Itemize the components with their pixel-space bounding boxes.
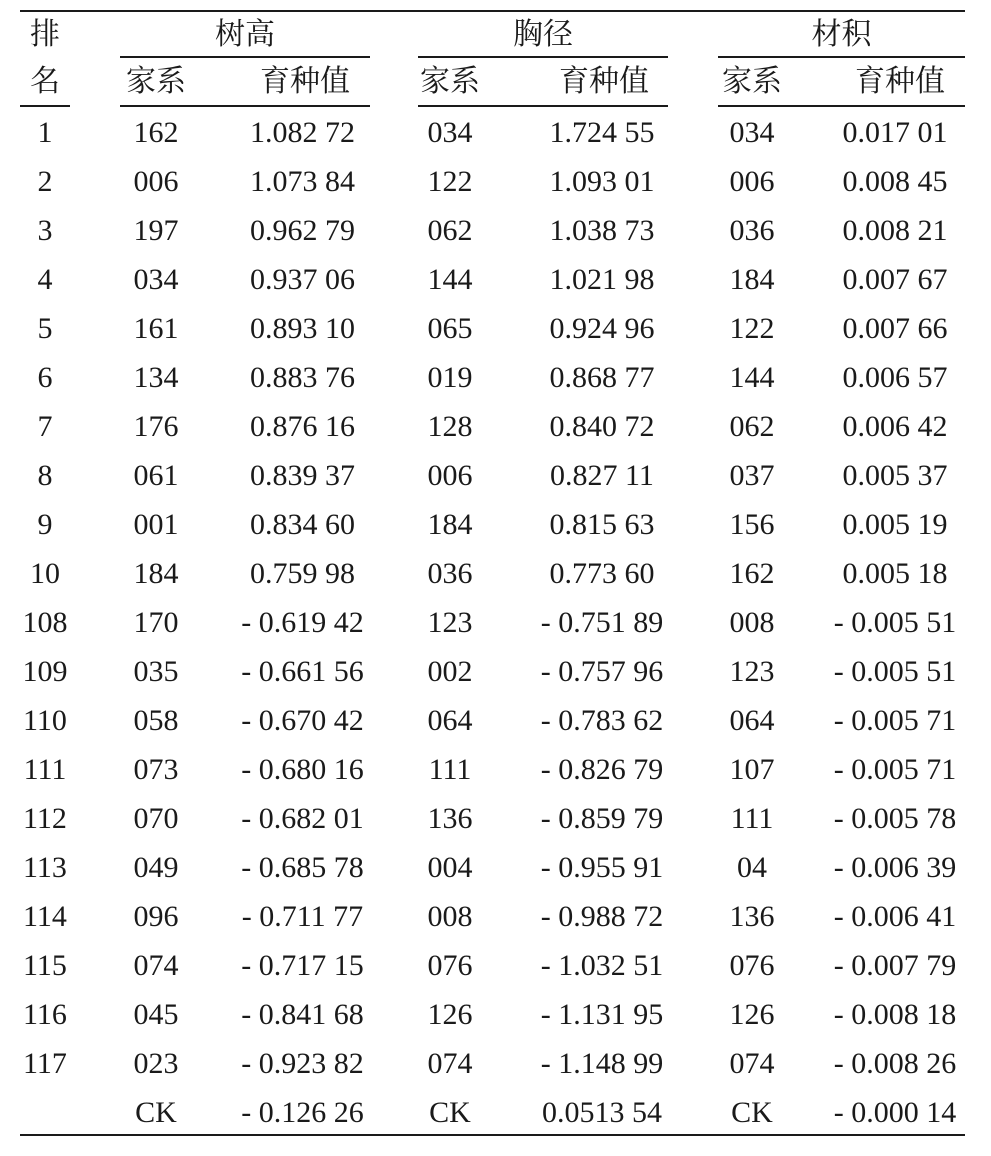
diameter-family-cell: 036: [427, 557, 473, 590]
diameter-family-cell: 074: [427, 1047, 473, 1080]
rank-cell: 116: [23, 998, 67, 1031]
volume-value-cell: - 0.000 14: [833, 1096, 957, 1129]
volume-value-cell: 0.008 45: [842, 165, 948, 198]
diameter-family-cell: CK: [429, 1096, 471, 1129]
diameter-family-cell: 002: [427, 655, 473, 688]
rank-cell: 10: [30, 557, 60, 590]
volume-value-cell: 0.005 19: [842, 508, 948, 541]
volume-value-header: 育种值: [855, 65, 945, 98]
volume-value-cell: - 0.005 71: [833, 753, 957, 786]
height-value-cell: 1.082 72: [250, 116, 355, 149]
rank-cell: 2: [37, 165, 53, 198]
height-value-cell: - 0.682 01: [241, 802, 364, 835]
volume-value-cell: 0.005 37: [842, 459, 948, 492]
diameter-value-cell: 1.038 73: [549, 214, 655, 247]
group-underline-volume: [718, 56, 965, 58]
rank-cell: 9: [37, 508, 53, 541]
volume-family-cell: 162: [729, 557, 775, 590]
height-family-cell: 045: [133, 998, 179, 1031]
height-family-cell: 070: [133, 802, 179, 835]
group-header-diameter: 胸径: [513, 18, 573, 51]
height-family-cell: 006: [133, 165, 179, 198]
diameter-family-cell: 184: [427, 508, 473, 541]
height-value-cell: - 0.619 42: [241, 606, 364, 639]
rank-cell: 7: [37, 410, 53, 443]
height-family-cell: 001: [133, 508, 179, 541]
diameter-value-cell: 1.724 55: [549, 116, 655, 149]
volume-family-cell: 037: [729, 459, 775, 492]
diameter-value-cell: 1.021 98: [549, 263, 655, 296]
height-family-cell: 134: [133, 361, 179, 394]
rank-cell: 1: [37, 116, 53, 149]
volume-value-cell: - 0.005 71: [833, 704, 957, 737]
diameter-family-cell: 004: [427, 851, 473, 884]
volume-family-cell: 062: [729, 410, 775, 443]
volume-family-header: 家系: [722, 65, 782, 98]
volume-value-cell: 0.017 01: [842, 116, 948, 149]
volume-value-cell: - 0.005 51: [833, 606, 957, 639]
diameter-family-cell: 123: [427, 606, 473, 639]
height-value-cell: 0.834 60: [250, 508, 355, 541]
group-underline-height: [120, 56, 370, 58]
volume-value-cell: - 0.006 39: [833, 851, 957, 884]
volume-family-cell: 036: [729, 214, 775, 247]
height-value-cell: 0.962 79: [250, 214, 355, 247]
volume-value-cell: - 0.008 26: [833, 1047, 957, 1080]
height-family-cell: 023: [133, 1047, 179, 1080]
volume-value-cell: 0.005 18: [842, 557, 948, 590]
volume-value-cell: - 0.008 18: [833, 998, 957, 1031]
rank-cell: 117: [23, 1047, 67, 1080]
height-value-cell: - 0.717 15: [241, 949, 364, 982]
rank-cell: 111: [23, 753, 67, 786]
diameter-family-cell: 065: [427, 312, 473, 345]
rank-cell: 114: [23, 900, 67, 933]
height-value-cell: - 0.680 16: [241, 753, 364, 786]
height-family-cell: 162: [133, 116, 179, 149]
rank-cell: 5: [37, 312, 53, 345]
diameter-family-cell: 128: [427, 410, 473, 443]
volume-value-cell: 0.008 21: [842, 214, 948, 247]
diameter-value-cell: - 0.859 79: [540, 802, 664, 835]
diameter-value-cell: 0.815 63: [549, 508, 655, 541]
diameter-family-cell: 126: [427, 998, 473, 1031]
rank-cell: 108: [22, 606, 68, 639]
rank-cell: 112: [23, 802, 67, 835]
volume-value-cell: 0.007 67: [842, 263, 948, 296]
height-family-cell: 035: [133, 655, 179, 688]
height-value-cell: 0.893 10: [250, 312, 355, 345]
diameter-value-cell: - 0.751 89: [540, 606, 664, 639]
height-family-cell: 161: [133, 312, 179, 345]
height-value-cell: - 0.670 42: [241, 704, 364, 737]
volume-family-cell: 136: [729, 900, 775, 933]
height-family-cell: 197: [133, 214, 179, 247]
rank-cell: 115: [23, 949, 67, 982]
height-family-cell: 073: [133, 753, 179, 786]
rank-cell: 6: [37, 361, 53, 394]
diameter-value-cell: - 0.783 62: [540, 704, 664, 737]
rank-cell: 3: [37, 214, 53, 247]
height-value-cell: 0.839 37: [250, 459, 355, 492]
diameter-value-cell: 0.868 77: [549, 361, 655, 394]
group-underline-diameter: [418, 56, 668, 58]
volume-family-cell: 034: [729, 116, 775, 149]
diameter-family-cell: 062: [427, 214, 473, 247]
height-family-cell: 184: [133, 557, 179, 590]
volume-value-cell: - 0.005 78: [833, 802, 957, 835]
rank-cell: 8: [37, 459, 53, 492]
diameter-value-cell: - 1.148 99: [540, 1047, 664, 1080]
volume-value-cell: - 0.005 51: [833, 655, 957, 688]
volume-family-cell: 076: [729, 949, 775, 982]
diameter-value-cell: 0.827 11: [550, 459, 654, 492]
height-family-cell: 061: [133, 459, 179, 492]
diameter-family-cell: 122: [427, 165, 473, 198]
height-family-cell: CK: [135, 1096, 177, 1129]
diameter-family-header: 家系: [420, 65, 480, 98]
rank-cell: [20, 1088, 70, 1137]
volume-family-cell: 111: [730, 802, 774, 835]
volume-family-cell: 123: [729, 655, 775, 688]
rank-cell: 110: [23, 704, 67, 737]
diameter-family-cell: 076: [427, 949, 473, 982]
volume-family-cell: 008: [729, 606, 775, 639]
diameter-family-cell: 034: [427, 116, 473, 149]
height-value-cell: - 0.711 77: [241, 900, 364, 933]
diameter-family-cell: 111: [428, 753, 472, 786]
diameter-value-cell: 0.840 72: [549, 410, 655, 443]
volume-family-cell: CK: [731, 1096, 773, 1129]
rank-cell: 109: [22, 655, 68, 688]
height-value-cell: - 0.923 82: [241, 1047, 364, 1080]
height-family-cell: 074: [133, 949, 179, 982]
height-value-cell: - 0.661 56: [241, 655, 364, 688]
height-value-cell: - 0.685 78: [241, 851, 364, 884]
diameter-value-cell: 0.0513 54: [542, 1096, 662, 1129]
diameter-family-cell: 064: [427, 704, 473, 737]
diameter-value-cell: 0.773 60: [549, 557, 655, 590]
rank-header-underline: [20, 105, 70, 107]
height-value-cell: 0.759 98: [250, 557, 355, 590]
volume-value-cell: - 0.007 79: [833, 949, 957, 982]
rank-header-bottom: 名: [30, 65, 60, 98]
volume-family-cell: 144: [729, 361, 775, 394]
volume-value-cell: 0.006 42: [842, 410, 948, 443]
volume-family-cell: 107: [729, 753, 775, 786]
height-family-header: 家系: [126, 65, 186, 98]
diameter-value-header: 育种值: [559, 65, 649, 98]
height-family-cell: 034: [133, 263, 179, 296]
volume-family-cell: 064: [729, 704, 775, 737]
volume-family-cell: 184: [729, 263, 775, 296]
rank-cell: 113: [23, 851, 67, 884]
diameter-header-underline: [418, 105, 668, 107]
diameter-value-cell: 1.093 01: [549, 165, 655, 198]
height-value-cell: - 0.126 26: [241, 1096, 364, 1129]
diameter-value-cell: - 0.757 96: [540, 655, 664, 688]
volume-value-cell: 0.007 66: [842, 312, 948, 345]
volume-family-cell: 122: [729, 312, 775, 345]
volume-family-cell: 04: [737, 851, 767, 884]
diameter-value-cell: - 1.131 95: [540, 998, 664, 1031]
volume-family-cell: 074: [729, 1047, 775, 1080]
height-family-cell: 058: [133, 704, 179, 737]
diameter-family-cell: 144: [427, 263, 473, 296]
bottom-rule: [20, 1134, 965, 1136]
height-value-header: 育种值: [260, 65, 350, 98]
height-value-cell: 0.937 06: [250, 263, 355, 296]
volume-header-underline: [718, 105, 965, 107]
volume-family-cell: 156: [729, 508, 775, 541]
height-family-cell: 170: [133, 606, 179, 639]
diameter-family-cell: 019: [427, 361, 473, 394]
height-value-cell: 0.883 76: [250, 361, 355, 394]
height-value-cell: 0.876 16: [250, 410, 355, 443]
diameter-value-cell: - 0.988 72: [540, 900, 664, 933]
rank-cell: 4: [37, 263, 53, 296]
volume-family-cell: 006: [729, 165, 775, 198]
height-family-cell: 096: [133, 900, 179, 933]
diameter-family-cell: 008: [427, 900, 473, 933]
height-value-cell: 1.073 84: [250, 165, 355, 198]
height-value-cell: - 0.841 68: [241, 998, 364, 1031]
diameter-value-cell: - 0.955 91: [540, 851, 664, 884]
height-header-underline: [120, 105, 370, 107]
rank-header-top: 排: [30, 18, 60, 51]
diameter-family-cell: 006: [427, 459, 473, 492]
group-header-volume: 材积: [811, 18, 872, 51]
height-family-cell: 049: [133, 851, 179, 884]
diameter-value-cell: - 0.826 79: [540, 753, 664, 786]
diameter-value-cell: - 1.032 51: [540, 949, 664, 982]
diameter-family-cell: 136: [427, 802, 473, 835]
volume-value-cell: 0.006 57: [842, 361, 948, 394]
volume-value-cell: - 0.006 41: [833, 900, 957, 933]
diameter-value-cell: 0.924 96: [549, 312, 655, 345]
volume-family-cell: 126: [729, 998, 775, 1031]
group-header-height: 树高: [215, 18, 275, 51]
height-family-cell: 176: [133, 410, 179, 443]
